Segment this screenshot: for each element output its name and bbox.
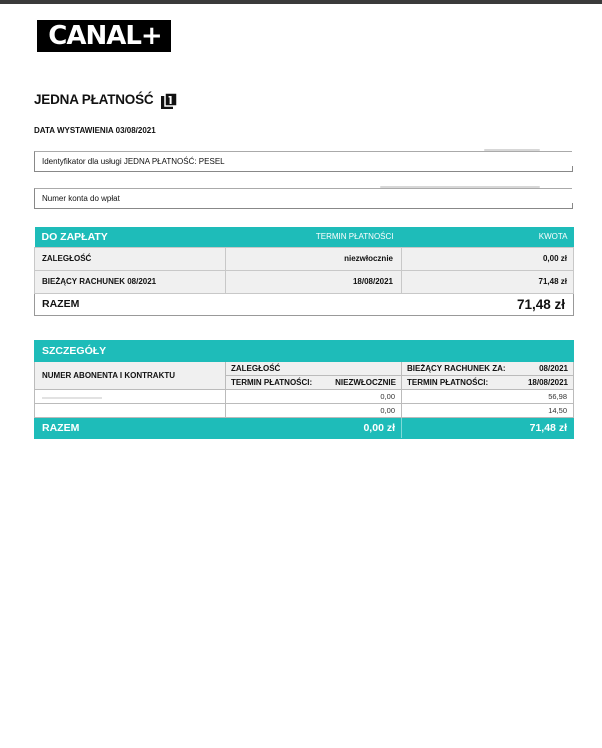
canal-plus-logo: CANAL+ <box>37 20 171 52</box>
arrears-amount: 0,00 <box>226 404 402 418</box>
table-row <box>35 390 574 404</box>
total-amount: 71,48 zł <box>226 293 574 315</box>
details-total-label: RAZEM <box>35 418 226 439</box>
details-heading: SZCZEGÓŁY <box>35 341 574 362</box>
row-amount: 0,00 zł <box>402 247 574 270</box>
current-bill-header <box>402 362 574 376</box>
due-date-column-header: TERMIN PŁATNOŚCI <box>315 232 394 242</box>
arrears-due-label: TERMIN PŁATNOŚCI: <box>231 378 313 387</box>
redaction-mark <box>380 186 540 188</box>
details-total-arrears: 0,00 zł <box>226 418 402 439</box>
total-label: RAZEM <box>35 293 226 315</box>
box-corner-tick <box>572 203 573 209</box>
subscriber-number-redacted <box>35 390 226 404</box>
redaction-mark <box>484 149 540 151</box>
table-row <box>35 404 574 418</box>
arrears-due-header <box>226 376 402 390</box>
service-id-label: Identyfikator dla usługi JEDNA PŁATNOŚĆ: PESEL <box>42 157 225 166</box>
issue-date: DATA WYSTAWIENIA 03/08/2021 <box>34 126 156 135</box>
row-label: BIEŻĄCY RACHUNEK 08/2021 <box>35 270 226 293</box>
row-label: ZALEGŁOŚĆ <box>35 247 226 270</box>
current-due-label: TERMIN PŁATNOŚCI: <box>407 378 489 387</box>
arrears-column-header: ZALEGŁOŚĆ <box>226 362 402 376</box>
current-bill-period: 08/2021 <box>539 364 568 373</box>
table-row <box>35 270 574 293</box>
payment-total-row <box>35 293 574 315</box>
subscriber-number-redacted <box>35 404 226 418</box>
details-total-row <box>35 418 574 439</box>
row-due-date: 18/08/2021 <box>226 270 402 293</box>
arrears-due-value: NIEZWŁOCZNIE <box>335 378 396 387</box>
box-corner-tick <box>572 166 573 172</box>
details-table <box>34 340 574 439</box>
payment-table <box>34 227 574 316</box>
row-amount: 71,48 zł <box>402 270 574 293</box>
top-border <box>0 0 602 4</box>
current-due-value: 18/08/2021 <box>527 378 568 387</box>
payment-table-header <box>35 227 574 247</box>
details-total-current: 71,48 zł <box>402 418 574 439</box>
subscriber-column-header: NUMER ABONENTA I KONTRAKTU <box>35 362 226 390</box>
current-amount: 14,50 <box>402 404 574 418</box>
current-bill-label: BIEŻĄCY RACHUNEK ZA: <box>407 364 506 373</box>
account-label: Numer konta do wpłat <box>42 194 120 203</box>
row-due-date: niezwłocznie <box>226 247 402 270</box>
account-number-box <box>34 188 572 209</box>
document-copy-icon <box>161 93 177 109</box>
page-title: JEDNA PŁATNOŚĆ <box>34 92 154 107</box>
current-due-header <box>402 376 574 390</box>
table-row <box>35 247 574 270</box>
payment-heading: DO ZAPŁATY <box>41 230 108 243</box>
amount-column-header: KWOTA <box>538 232 568 242</box>
current-amount: 56,98 <box>402 390 574 404</box>
details-table-header <box>35 341 574 362</box>
arrears-amount: 0,00 <box>226 390 402 404</box>
service-id-box <box>34 151 572 172</box>
